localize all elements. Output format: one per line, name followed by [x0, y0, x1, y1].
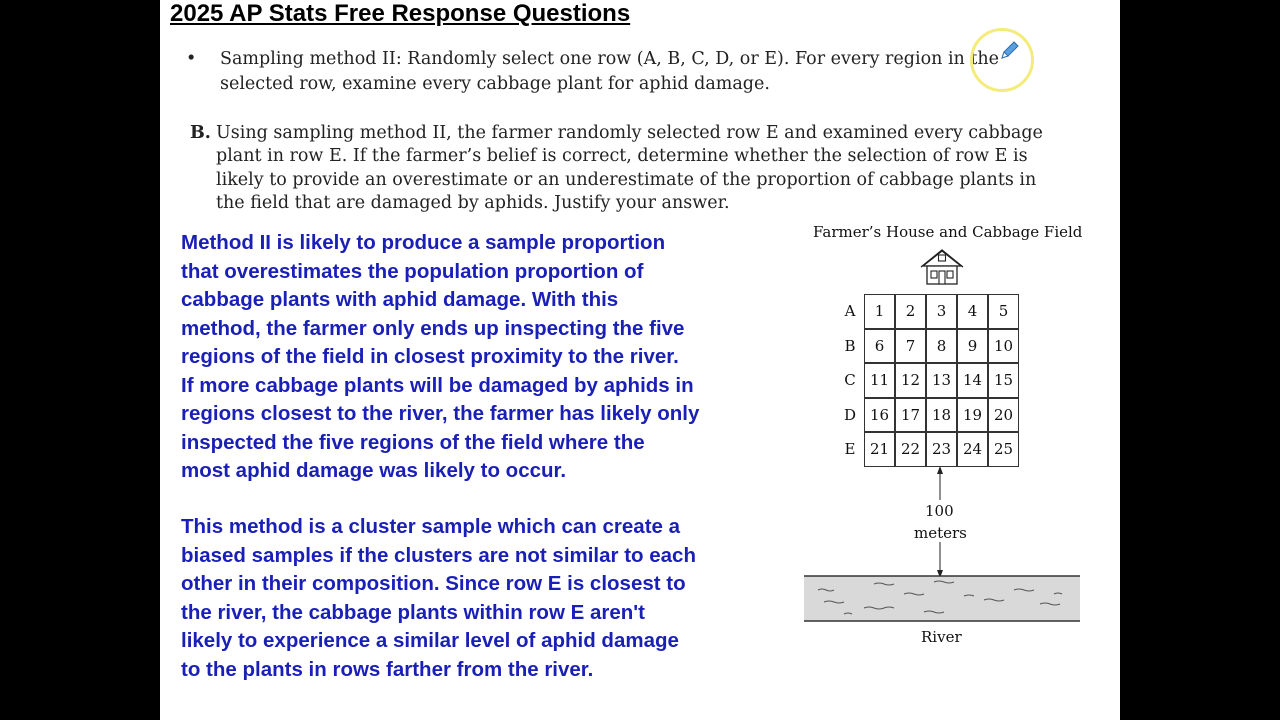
distance-arrow — [930, 466, 950, 578]
field-region-cell: 12 — [895, 363, 926, 398]
row-label-d: D — [843, 406, 857, 424]
answer-line: likely to experience a similar level of aphid damage — [181, 629, 679, 652]
page-title: 2025 AP Stats Free Response Questions — [170, 0, 631, 27]
field-region-cell: 16 — [864, 398, 895, 433]
part-b-line-1: Using sampling method II, the farmer randomly selected row E and examined every cabbage — [216, 123, 1043, 143]
distance-unit: meters — [914, 524, 967, 542]
pen-cursor-icon — [998, 38, 1022, 62]
field-region-cell: 25 — [988, 432, 1019, 467]
bullet-marker: • — [186, 49, 197, 69]
field-region-cell: 21 — [864, 432, 895, 467]
answer-line: most aphid damage was likely to occur. — [181, 459, 567, 482]
answer-line: biased samples if the clusters are not similar to each — [181, 543, 696, 567]
answer-line: to the plants in rows farther from the river. — [181, 657, 594, 681]
field-region-cell: 3 — [926, 294, 957, 329]
answer-line: This method is a cluster sample which can create a — [181, 515, 681, 538]
distance-value: 100 — [925, 502, 954, 520]
answer-line: regions closest to the river, the farmer has likely only — [181, 402, 700, 425]
field-region-cell: 10 — [988, 329, 1019, 364]
field-region-cell: 14 — [957, 363, 988, 398]
row-label-c: C — [844, 371, 856, 389]
field-region-cell: 22 — [895, 432, 926, 467]
field-region-cell: 19 — [957, 398, 988, 433]
river-label: River — [921, 628, 962, 646]
row-label-b: B — [844, 337, 856, 355]
house-icon — [920, 248, 964, 286]
part-b-line-2: plant in row E. If the farmer’s belief is correct, determine whether the selection of row E is — [216, 146, 1028, 166]
field-region-cell: 20 — [988, 398, 1019, 433]
field-region-cell: 13 — [926, 363, 957, 398]
answer-line: method, the farmer only ends up inspecting the five — [181, 316, 685, 340]
document-page — [160, 0, 1120, 720]
field-region-cell: 18 — [926, 398, 957, 433]
river-graphic — [804, 574, 1080, 624]
answer-line: the river, the cabbage plants within row E aren't — [181, 600, 645, 624]
field-region-cell: 8 — [926, 329, 957, 364]
field-region-cell: 11 — [864, 363, 895, 398]
answer-line: If more cabbage plants will be damaged by aphids in — [181, 373, 694, 397]
field-region-cell: 7 — [895, 329, 926, 364]
field-region-cell: 17 — [895, 398, 926, 433]
field-region-cell: 4 — [957, 294, 988, 329]
method2-line-1: Sampling method II: Randomly select one row (A, B, C, D, or E). For every region in the — [220, 49, 1000, 69]
part-b-line-4: the field that are damaged by aphids. Justify your answer. — [216, 193, 730, 213]
field-region-cell: 5 — [988, 294, 1019, 329]
field-region-cell: 24 — [957, 432, 988, 467]
row-label-a: A — [844, 302, 856, 320]
diagram-title: Farmer’s House and Cabbage Field — [813, 223, 1083, 241]
answer-line: inspected the five regions of the field where the — [181, 430, 645, 454]
answer-line: that overestimates the population proportion of — [181, 259, 644, 283]
field-region-cell: 1 — [864, 294, 895, 329]
field-region-cell: 6 — [864, 329, 895, 364]
field-region-cell: 23 — [926, 432, 957, 467]
answer-paragraph-2 — [181, 513, 696, 684]
row-label-e: E — [844, 440, 856, 458]
part-b-line-3: likely to provide an overestimate or an underestimate of the proportion of cabbage plants in — [216, 170, 1037, 190]
answer-line: other in their composition. Since row E is closest to — [181, 572, 686, 595]
field-region-cell: 9 — [957, 329, 988, 364]
answer-line: regions of the field in closest proximity to the river. — [181, 345, 679, 368]
field-region-cell: 2 — [895, 294, 926, 329]
method2-line-2: selected row, examine every cabbage plant for aphid damage. — [220, 74, 770, 94]
answer-line: Method II is likely to produce a sample proportion — [181, 231, 666, 254]
answer-paragraph-1 — [181, 229, 699, 486]
part-b-letter: B. — [190, 123, 211, 143]
field-region-cell: 15 — [988, 363, 1019, 398]
answer-line: cabbage plants with aphid damage. With this — [181, 288, 619, 311]
